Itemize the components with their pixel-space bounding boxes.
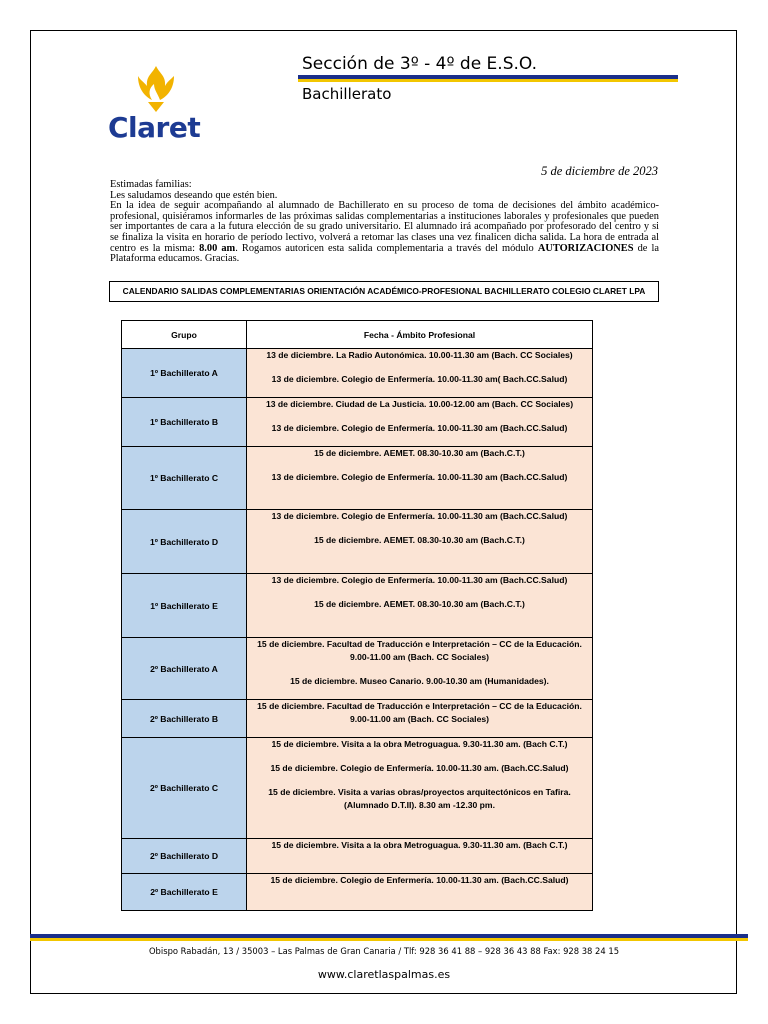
table-row — [122, 638, 593, 700]
activities-cell — [247, 738, 593, 839]
group-cell: 1º Bachillerato D — [122, 510, 247, 574]
header-group: Grupo — [122, 321, 247, 349]
letter-text: de la Plataforma educamos. Gracias. — [110, 242, 659, 265]
activities-cell — [247, 447, 593, 510]
activity-entry: 15 de diciembre. Visita a la obra Metroguagua. 9.30-11.30 am. (Bach C.T.) — [271, 739, 568, 749]
footer-stripe — [30, 934, 748, 941]
letter-body — [110, 180, 659, 265]
table-row — [122, 574, 593, 638]
letter-text: En la idea de seguir acompañando al alumnado de Bachillerato en su proceso de toma de decisiones del ámbito académico-profesional, quisiéramos informarles de las próximas salidas complementarias a instituciones laborales y profesionales que pueden ser importantes de cara a la futura elección de su grado universitario. El alumnado irá acompañado por profesorado del centro y si se finaliza la visita en horario de período lectivo, volverá a retomar las clases una vez finalicen dicha salida. La hora de entrada al centro es la misma: — [110, 200, 659, 254]
activities-cell — [247, 510, 593, 574]
letter-text: . Rogamos autoricen esta salida complementaria a través del módulo — [235, 242, 538, 254]
letter-line: Les saludamos deseando que estén bien. — [110, 189, 278, 201]
group-cell: 2º Bachillerato A — [122, 638, 247, 700]
group-cell: 1º Bachillerato E — [122, 574, 247, 638]
activity-entry: 15 de diciembre. Visita a la obra Metroguagua. 9.30-11.30 am. (Bach C.T.) — [271, 840, 568, 850]
activity-entry: 13 de diciembre. Colegio de Enfermería. 10.00-11.30 am (Bach.CC.Salud) — [271, 511, 568, 521]
activities-cell — [247, 700, 593, 738]
schedule-table — [121, 320, 593, 911]
section-title: Sección de 3º - 4º de E.S.O. — [302, 54, 537, 74]
group-cell: 1º Bachillerato C — [122, 447, 247, 510]
table-row — [122, 738, 593, 839]
table-row — [122, 510, 593, 574]
activity-entry: 13 de diciembre. Colegio de Enfermería. 10.00-11.30 am (Bach.CC.Salud) — [271, 423, 568, 433]
activity-entry: 15 de diciembre. AEMET. 08.30-10.30 am (Bach.C.T.) — [314, 535, 525, 545]
activities-cell — [247, 638, 593, 700]
activities-cell — [247, 574, 593, 638]
activities-cell — [247, 839, 593, 874]
activity-entry: 15 de diciembre. Museo Canario. 9.00-10.30 am (Humanidades). — [290, 676, 549, 686]
activity-entry: 15 de diciembre. Facultad de Traducción e Interpretación – CC de la Educación. 9.00-11.00 am (Bach. CC Sociales) — [257, 701, 582, 724]
activity-entry: 15 de diciembre. AEMET. 08.30-10.30 am (Bach.C.T.) — [314, 448, 525, 458]
letter-greeting: Estimadas familias: — [110, 179, 192, 190]
entry-time: 8.00 am — [199, 242, 236, 254]
activity-entry: 13 de diciembre. La Radio Autonómica. 10.00-11.30 am (Bach. CC Sociales) — [266, 350, 573, 360]
footer-address: Obispo Rabadán, 13 / 35003 – Las Palmas de Gran Canaria / Tlf: 928 36 41 88 – 928 36 43 88 Fax: 928 38 24 15 — [148, 946, 620, 956]
activities-cell — [247, 874, 593, 911]
activity-entry: 15 de diciembre. Colegio de Enfermería. 10.00-11.30 am. (Bach.CC.Salud) — [270, 763, 569, 773]
group-cell: 2º Bachillerato C — [122, 738, 247, 839]
table-row — [122, 700, 593, 738]
logo-wordmark: Claret — [108, 111, 201, 144]
flame-icon — [134, 64, 178, 114]
activity-entry: 15 de diciembre. AEMET. 08.30-10.30 am (Bach.C.T.) — [314, 599, 525, 609]
activity-entry: 13 de diciembre. Colegio de Enfermería. 10.00-11.30 am (Bach.CC.Salud) — [271, 575, 568, 585]
activity-entry: 13 de diciembre. Colegio de Enfermería. 10.00-11.30 am( Bach.CC.Salud) — [271, 374, 568, 384]
header-date: Fecha - Ámbito Profesional — [247, 321, 593, 349]
table-row — [122, 839, 593, 874]
section-subtitle: Bachillerato — [302, 85, 392, 103]
group-cell: 1º Bachillerato B — [122, 398, 247, 447]
group-cell: 2º Bachillerato D — [122, 839, 247, 874]
header-stripe — [298, 75, 678, 82]
activity-entry: 13 de diciembre. Ciudad de La Justicia. 10.00-12.00 am (Bach. CC Sociales) — [265, 399, 574, 409]
group-cell: 2º Bachillerato B — [122, 700, 247, 738]
activities-cell — [247, 398, 593, 447]
table-row — [122, 874, 593, 911]
table-row — [122, 398, 593, 447]
calendar-title: CALENDARIO SALIDAS COMPLEMENTARIAS ORIENTACIÓN ACADÉMICO-PROFESIONAL BACHILLERATO COLEGIO CLARET LPA — [109, 281, 659, 302]
table-row — [122, 349, 593, 398]
group-cell: 1º Bachillerato A — [122, 349, 247, 398]
footer-website: www.claretlaspalmas.es — [317, 968, 451, 981]
activity-entry: 15 de diciembre. Colegio de Enfermería. 10.00-11.30 am. (Bach.CC.Salud) — [270, 875, 569, 885]
activity-entry: 15 de diciembre. Facultad de Traducción e Interpretación – CC de la Educación. 9.00-11.00 am (Bach. CC Sociales) — [257, 639, 582, 662]
claret-logo — [108, 64, 204, 154]
activities-cell — [247, 349, 593, 398]
activity-entry: 13 de diciembre. Colegio de Enfermería. 10.00-11.30 am (Bach.CC.Salud) — [271, 472, 568, 482]
letter-date: 5 de diciembre de 2023 — [541, 164, 658, 178]
module-name: AUTORIZACIONES — [537, 242, 634, 254]
group-cell: 2º Bachillerato E — [122, 874, 247, 911]
letter-paragraph — [110, 201, 659, 265]
activity-entry: 15 de diciembre. Visita a varias obras/proyectos arquitectónicos en Tafira. (Alumnado D.T.II). 8.30 am -12.30 pm. — [268, 787, 571, 810]
table-row — [122, 447, 593, 510]
table-header-row — [122, 321, 593, 349]
